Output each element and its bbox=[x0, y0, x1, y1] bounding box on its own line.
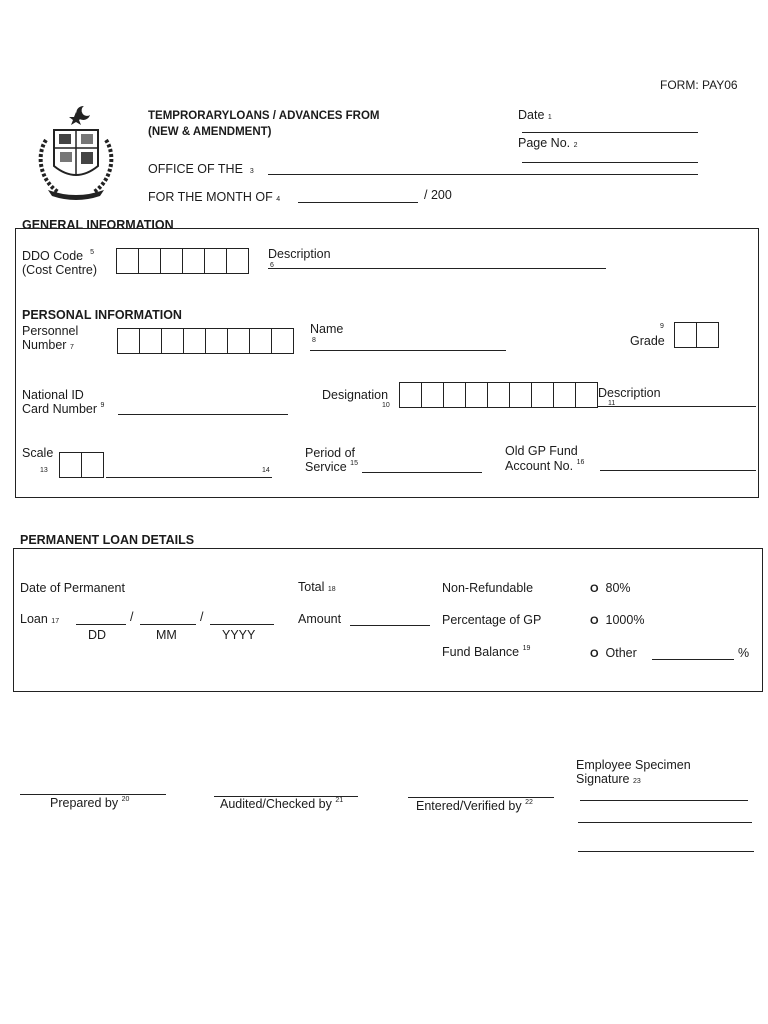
office-field[interactable] bbox=[268, 174, 698, 175]
designation-boxes[interactable] bbox=[400, 382, 598, 408]
loan-slash-1: / bbox=[130, 610, 134, 624]
radio-icon: O bbox=[590, 615, 599, 627]
scale-boxes[interactable] bbox=[60, 452, 104, 478]
audited-by-label: Audited/Checked by $^{21}$ bbox=[220, 797, 344, 811]
scale-num: 13 bbox=[40, 467, 48, 474]
form-code: FORM: PAY06 bbox=[660, 78, 738, 92]
designation-num: 10 bbox=[382, 402, 390, 409]
specimen-line-3[interactable] bbox=[578, 851, 754, 852]
option-1000-percent[interactable]: O 1000% bbox=[590, 613, 645, 627]
other-percent-field[interactable] bbox=[652, 659, 734, 660]
personal-info-heading: PERSONAL INFORMATION bbox=[22, 308, 182, 322]
entered-by-label: Entered/Verified by $^{22}$ bbox=[416, 799, 533, 813]
month-field[interactable] bbox=[298, 202, 418, 203]
office-label: OFFICE OF THE 3 bbox=[148, 162, 254, 176]
radio-icon: O bbox=[590, 648, 599, 660]
total-label: Total 18 bbox=[298, 580, 336, 594]
description2-label: Description bbox=[598, 386, 661, 400]
form-title-line2: (NEW & AMENDMENT) bbox=[148, 126, 272, 138]
specimen-line-1[interactable] bbox=[580, 800, 748, 801]
gp-label-2: Account No. $^{16}$ bbox=[505, 459, 585, 473]
option-other[interactable]: O Other bbox=[590, 646, 637, 660]
designation-label: Designation bbox=[322, 388, 389, 402]
non-refundable-label: Non-Refundable bbox=[442, 581, 534, 595]
personnel-label-1: Personnel bbox=[22, 324, 79, 338]
name-num: 8 bbox=[312, 337, 316, 344]
description-field[interactable] bbox=[268, 268, 606, 269]
description-num: 6 bbox=[270, 262, 274, 269]
nid-field[interactable] bbox=[118, 414, 288, 415]
period-label-2: Service $^{15}$ bbox=[305, 460, 358, 474]
government-emblem-icon bbox=[26, 100, 126, 202]
yyyy-label: YYYY bbox=[222, 628, 256, 642]
fund-balance-label: Fund Balance $^{19}$ bbox=[442, 645, 531, 659]
page-no-label: Page No. 2 bbox=[518, 136, 578, 150]
nid-label-1: National ID bbox=[22, 388, 84, 402]
scale-num2: 14 bbox=[262, 467, 270, 474]
ddo-code-label: DDO Code $^5$ bbox=[22, 249, 94, 263]
mm-label: MM bbox=[156, 628, 177, 642]
prepared-by-line[interactable] bbox=[20, 794, 166, 795]
percent-sign: % bbox=[738, 646, 750, 660]
gp-label-1: Old GP Fund bbox=[505, 444, 578, 458]
page-no-field[interactable] bbox=[522, 162, 698, 163]
general-info-heading: GENERAL INFORMATION bbox=[22, 218, 174, 232]
period-label-1: Period of bbox=[305, 446, 356, 460]
grade-num: 9 bbox=[660, 323, 664, 330]
personnel-number-boxes[interactable] bbox=[118, 328, 294, 354]
name-field[interactable] bbox=[310, 350, 506, 351]
description-label: Description bbox=[268, 247, 331, 261]
loan-details-panel bbox=[13, 548, 763, 692]
amount-field[interactable] bbox=[350, 625, 430, 626]
loan-label: Loan 17 bbox=[20, 612, 60, 626]
amount-label: Amount bbox=[298, 612, 342, 626]
date-permanent-label: Date of Permanent bbox=[20, 581, 125, 595]
cost-centre-label: (Cost Centre) bbox=[22, 263, 98, 277]
description2-field[interactable] bbox=[598, 406, 756, 407]
loan-day-field[interactable] bbox=[76, 624, 126, 625]
month-label: FOR THE MONTH OF 4 bbox=[148, 190, 281, 204]
percentage-gp-label: Percentage of GP bbox=[442, 613, 542, 627]
date-label: Date 1 bbox=[518, 108, 552, 122]
nid-label-2: Card Number $^9$ bbox=[22, 402, 105, 416]
month-year: / 200 bbox=[424, 188, 452, 202]
description2-num: 11 bbox=[608, 400, 616, 407]
loan-year-field[interactable] bbox=[210, 624, 274, 625]
specimen-line-2[interactable] bbox=[578, 822, 752, 823]
gp-field[interactable] bbox=[600, 470, 756, 471]
option-80-percent[interactable]: O 80% bbox=[590, 581, 631, 595]
form-title-line1: TEMPRORARYLOANS / ADVANCES FROM bbox=[148, 110, 380, 122]
period-field[interactable] bbox=[362, 472, 482, 473]
loan-month-field[interactable] bbox=[140, 624, 196, 625]
specimen-label-1: Employee Specimen bbox=[576, 758, 691, 772]
prepared-by-label: Prepared by $^{20}$ bbox=[50, 796, 130, 810]
grade-boxes[interactable] bbox=[675, 322, 719, 348]
scale-field[interactable] bbox=[106, 477, 272, 478]
ddo-code-boxes[interactable] bbox=[117, 248, 249, 274]
grade-label: Grade bbox=[630, 334, 665, 348]
personnel-label-2: Number 7 bbox=[22, 338, 74, 352]
entered-by-line[interactable] bbox=[408, 797, 554, 798]
scale-label: Scale bbox=[22, 446, 54, 460]
name-label: Name bbox=[310, 322, 344, 336]
radio-icon: O bbox=[590, 583, 599, 595]
loan-details-heading: PERMANENT LOAN DETAILS bbox=[20, 533, 195, 547]
date-field[interactable] bbox=[522, 132, 698, 133]
specimen-label-2: Signature 23 bbox=[576, 772, 641, 786]
dd-label: DD bbox=[88, 628, 107, 642]
loan-slash-2: / bbox=[200, 610, 204, 624]
